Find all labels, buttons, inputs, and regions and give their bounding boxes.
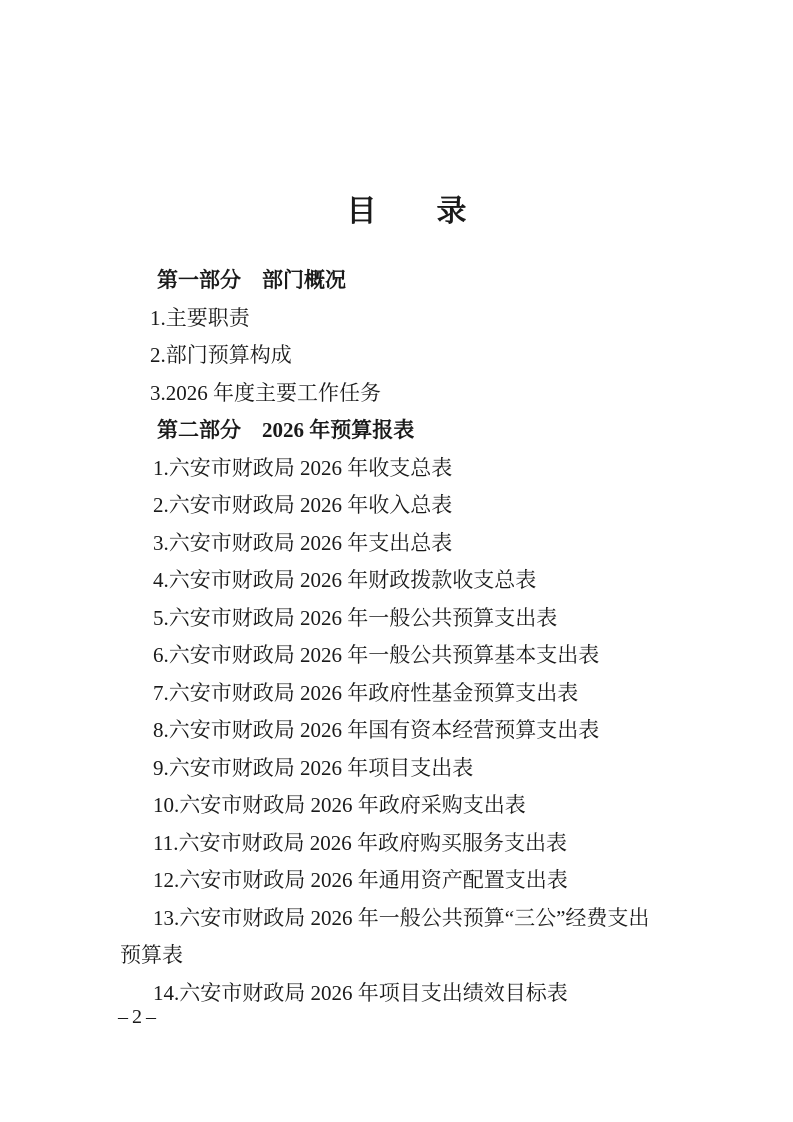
toc-item: 7.六安市财政局 2026 年政府性基金预算支出表 [153, 680, 579, 705]
toc-sections [120, 262, 693, 1012]
section-heading: 第一部分 部门概况 [157, 268, 346, 292]
toc-item: 3.六安市财政局 2026 年支出总表 [153, 530, 453, 555]
toc-section [120, 262, 693, 412]
toc-item: 5.六安市财政局 2026 年一般公共预算支出表 [153, 605, 558, 630]
toc-item: 10.六安市财政局 2026 年政府采购支出表 [153, 793, 526, 817]
section-heading: 第二部分 2026 年预算报表 [157, 418, 415, 442]
toc-item: 14.六安市财政局 2026 年项目支出绩效目标表 [153, 980, 568, 1005]
document-title: 目 录 [346, 195, 467, 228]
toc-item: 13.六安市财政局 2026 年一般公共预算“三公”经费支出 预算表 [120, 905, 650, 967]
toc-item: 9.六安市财政局 2026 年项目支出表 [153, 755, 474, 780]
toc-item: 3.2026 年度主要工作任务 [150, 380, 381, 405]
toc-item: 11.六安市财政局 2026 年政府购买服务支出表 [153, 830, 567, 855]
toc-item: 4.六安市财政局 2026 年财政拨款收支总表 [153, 568, 537, 592]
toc-item: 2.部门预算构成 [150, 343, 292, 367]
toc-item: 1.六安市财政局 2026 年收支总表 [153, 455, 453, 480]
page-number: –2– [118, 1006, 160, 1028]
toc-section [120, 412, 693, 1012]
toc-item: 1.主要职责 [150, 305, 250, 330]
toc-item: 12.六安市财政局 2026 年通用资产配置支出表 [153, 868, 568, 892]
toc-item: 6.六安市财政局 2026 年一般公共预算基本支出表 [153, 643, 600, 667]
toc-item: 8.六安市财政局 2026 年国有资本经营预算支出表 [153, 718, 600, 742]
document-content [120, 192, 693, 1012]
toc-item: 2.六安市财政局 2026 年收入总表 [153, 493, 453, 517]
